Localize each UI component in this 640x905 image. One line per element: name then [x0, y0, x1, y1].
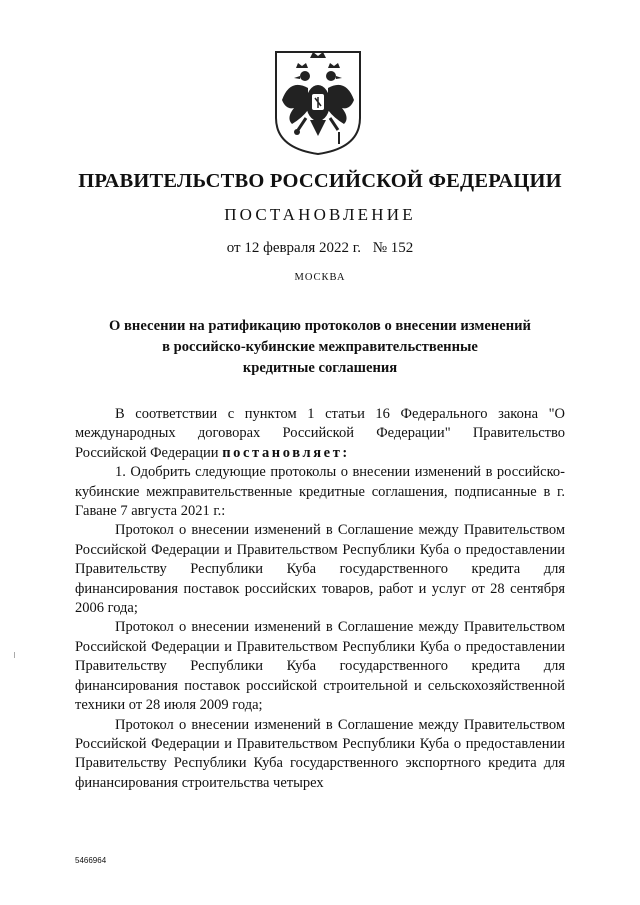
- russian-coat-of-arms-icon: [272, 48, 364, 158]
- preamble-paragraph: [75, 405, 565, 463]
- protocol-paragraph-1: Протокол о внесении изменений в Соглашение между Правительством Российской Федерации и Правительством Республики Куба о предоставлении Правительству Республики Куба государственного кредита для финансирования поставок российских товаров, работ и услуг от 28 сентября 2006 года;: [75, 522, 565, 617]
- subject-line: О внесении на ратификацию протоколов о внесении изменений: [109, 318, 531, 334]
- document-type: ПОСТАНОВЛЕНИЕ: [224, 205, 416, 224]
- protocol-paragraph-2: Протокол о внесении изменений в Соглашение между Правительством Российской Федерации и Правительством Республики Куба о предоставлении Правительству Республики Куба государственного кредита для финансирования поставок российской строительной и сельскохозяйственной техники от 28 июля 2009 года;: [75, 619, 565, 714]
- date-prefix: от: [226, 240, 241, 256]
- subject-line: в российско-кубинские межправительственные: [162, 339, 478, 355]
- number-sign: №: [372, 240, 388, 256]
- margin-mark: [14, 652, 15, 658]
- item-1-paragraph: 1. Одобрить следующие протоколы о внесении изменений в российско-кубинские межправительственные кредитные соглашения, подписанные в г. Гаване 7 августа 2021 г.:: [75, 464, 565, 520]
- barcode-number: 5466964: [75, 856, 107, 865]
- document-date-line: [0, 240, 640, 257]
- decree-verb: постановляет:: [222, 444, 350, 461]
- document-subject: [60, 316, 580, 379]
- document-date: 12 февраля 2022 г.: [244, 240, 361, 256]
- document-number: 152: [390, 240, 414, 256]
- government-title: ПРАВИТЕЛЬСТВО РОССИЙСКОЙ ФЕДЕРАЦИИ: [78, 170, 562, 192]
- subject-line: кредитные соглашения: [242, 360, 398, 376]
- protocol-paragraph-3: Протокол о внесении изменений в Соглашение между Правительством Российской Федерации и Правительством Республики Куба о предоставлении Правительству Республики Куба государственного экспортного кредита для финансирования строительства четырех: [75, 716, 565, 791]
- city: МОСКВА: [294, 272, 346, 283]
- document-body: [75, 405, 565, 793]
- preamble-text: В соответствии с пунктом 1 статьи 16 Федерального закона "О международных договорах Российской Федерации" Правительство Российской Федерации: [75, 406, 565, 461]
